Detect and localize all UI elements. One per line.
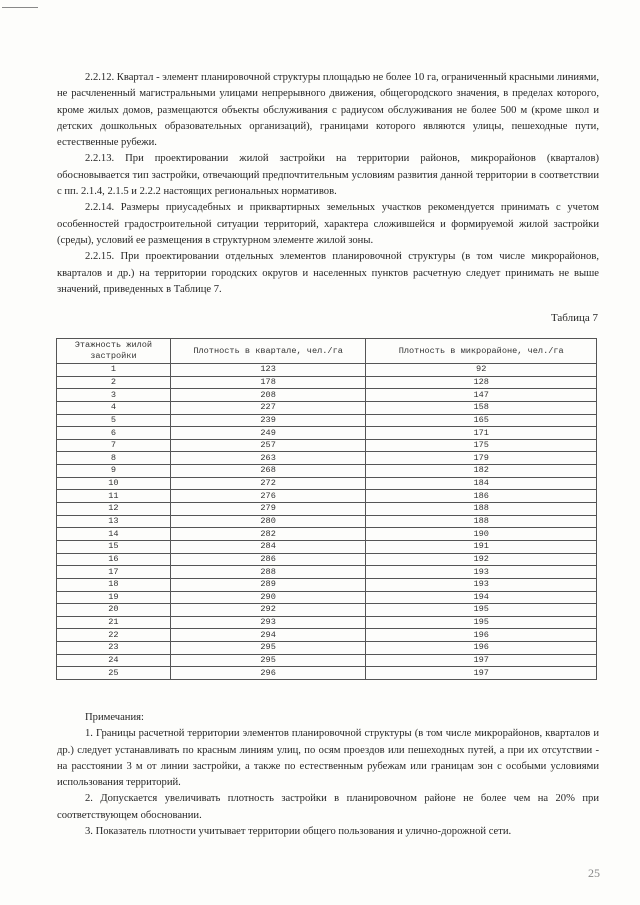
cell-microdistrict-density: 188: [366, 503, 597, 516]
cell-floors: 22: [57, 629, 171, 642]
table-row: [57, 401, 597, 414]
cell-quarter-density: 208: [170, 389, 366, 402]
cell-floors: 4: [57, 401, 171, 414]
table-row: [57, 604, 597, 617]
cell-microdistrict-density: 182: [366, 465, 597, 478]
cell-microdistrict-density: 197: [366, 654, 597, 667]
cell-floors: 15: [57, 540, 171, 553]
cell-microdistrict-density: 171: [366, 427, 597, 440]
cell-quarter-density: 286: [170, 553, 366, 566]
header-quarter-density: Плотность в квартале, чел./га: [170, 339, 366, 364]
table-row: [57, 427, 597, 440]
cell-quarter-density: 296: [170, 667, 366, 680]
cell-floors: 25: [57, 667, 171, 680]
table-row: [57, 528, 597, 541]
cell-quarter-density: 284: [170, 540, 366, 553]
table-row: [57, 578, 597, 591]
paragraph-2-2-13: 2.2.13. При проектировании жилой застройки на территории районов, микрорайонов (кварталов) обосновывается тип застройки, отвечающий предпочтительным условиям развития данной территории в соответствии с пп. 2.1.4, 2.1.5 и 2.2.2 настоящих региональных нормативов.: [57, 153, 599, 198]
table-row: [57, 439, 597, 452]
cell-microdistrict-density: 179: [366, 452, 597, 465]
table-row: [57, 654, 597, 667]
paragraph-2-2-14: 2.2.14. Размеры приусадебных и приквартирных земельных участков рекомендуется принимать с учетом особенностей градостроительной ситуации территорий, характера сложившейся и формируемой жилой застройки (среды), условий ее размещения в структурном элементе жилой зоны.: [57, 202, 599, 246]
cell-quarter-density: 249: [170, 427, 366, 440]
cell-microdistrict-density: 188: [366, 515, 597, 528]
cell-microdistrict-density: 197: [366, 667, 597, 680]
header-microdistrict-density: Плотность в микрорайоне, чел./га: [366, 339, 597, 364]
cell-floors: 6: [57, 427, 171, 440]
cell-floors: 1: [57, 364, 171, 377]
table-row: [57, 414, 597, 427]
notes-title: Примечания:: [85, 712, 144, 723]
body-text: [57, 70, 599, 298]
note-item: 3. Показатель плотности учитывает территории общего пользования и улично-дорожной сети.: [85, 826, 512, 838]
cell-quarter-density: 257: [170, 439, 366, 452]
cell-quarter-density: 239: [170, 414, 366, 427]
cell-quarter-density: 289: [170, 578, 366, 591]
table-row: [57, 490, 597, 503]
table-row: [57, 629, 597, 642]
table-header-row: [57, 339, 597, 364]
paragraph-2-2-15: 2.2.15. При проектировании отдельных элементов планировочной структуры (в том числе микрорайонов, кварталов и др.) на территории городских округов и населенных пунктов расчетную следует принимать не выше значений, приведенных в Таблице 7.: [57, 251, 599, 295]
cell-floors: 10: [57, 477, 171, 490]
cell-quarter-density: 276: [170, 490, 366, 503]
cell-floors: 5: [57, 414, 171, 427]
table-row: [57, 389, 597, 402]
cell-quarter-density: 123: [170, 364, 366, 377]
table-row: [57, 515, 597, 528]
cell-floors: 12: [57, 503, 171, 516]
cell-microdistrict-density: 196: [366, 642, 597, 655]
cell-quarter-density: 295: [170, 654, 366, 667]
cell-microdistrict-density: 195: [366, 616, 597, 629]
cell-floors: 17: [57, 566, 171, 579]
table-row: [57, 566, 597, 579]
density-table: [56, 338, 597, 680]
cell-floors: 18: [57, 578, 171, 591]
cell-quarter-density: 280: [170, 515, 366, 528]
note-item: 2. Допускается увеличивать плотность застройки в планировочном районе не более чем на 20% при соответствующем обосновании.: [57, 793, 599, 821]
table-row: [57, 477, 597, 490]
cell-microdistrict-density: 175: [366, 439, 597, 452]
cell-quarter-density: 263: [170, 452, 366, 465]
cell-microdistrict-density: 196: [366, 629, 597, 642]
table-row: [57, 503, 597, 516]
table-row: [57, 540, 597, 553]
cell-quarter-density: 293: [170, 616, 366, 629]
cell-floors: 14: [57, 528, 171, 541]
cell-floors: 8: [57, 452, 171, 465]
cell-microdistrict-density: 192: [366, 553, 597, 566]
table-row: [57, 553, 597, 566]
cell-microdistrict-density: 190: [366, 528, 597, 541]
cell-quarter-density: 178: [170, 376, 366, 389]
table-caption: Таблица 7: [550, 312, 598, 324]
cell-floors: 19: [57, 591, 171, 604]
note-item: 1. Границы расчетной территории элементов планировочной структуры (в том числе микрорайонов, кварталов и др.) следует устанавливать по красным линиям улиц, по осям проездов или пешеходных путей, а при их отсутствии - на расстоянии 3 м от линии застройки, а также по естественным рубежам или границам зон с особыми условиями использования территорий.: [57, 728, 599, 789]
cell-microdistrict-density: 193: [366, 566, 597, 579]
table-row: [57, 465, 597, 478]
cell-microdistrict-density: 186: [366, 490, 597, 503]
cell-quarter-density: 288: [170, 566, 366, 579]
cell-quarter-density: 292: [170, 604, 366, 617]
page-number: 25: [588, 866, 600, 880]
cell-floors: 24: [57, 654, 171, 667]
cell-microdistrict-density: 194: [366, 591, 597, 604]
cell-quarter-density: 282: [170, 528, 366, 541]
cell-floors: 9: [57, 465, 171, 478]
cell-microdistrict-density: 193: [366, 578, 597, 591]
table-row: [57, 642, 597, 655]
table-row: [57, 452, 597, 465]
cell-quarter-density: 227: [170, 401, 366, 414]
table-row: [57, 376, 597, 389]
cell-quarter-density: 294: [170, 629, 366, 642]
cell-microdistrict-density: 191: [366, 540, 597, 553]
cell-floors: 7: [57, 439, 171, 452]
table-row: [57, 667, 597, 680]
paragraph-2-2-12: 2.2.12. Квартал - элемент планировочной структуры площадью не более 10 га, ограниченный красными линиями, не расчлененный магистральными улицами непрерывного движения, общегородского значения, в пределах которого, кроме жилых домов, размещаются объекты обслуживания с радиусом обслуживания не более 500 м (кроме школ и детских дошкольных образовательных организаций), границами которого являются улицы, пешеходные пути, естественные рубежи.: [57, 72, 599, 149]
cell-quarter-density: 268: [170, 465, 366, 478]
cell-quarter-density: 290: [170, 591, 366, 604]
table-row: [57, 616, 597, 629]
cell-microdistrict-density: 165: [366, 414, 597, 427]
cell-quarter-density: 272: [170, 477, 366, 490]
table-row: [57, 364, 597, 377]
cell-quarter-density: 295: [170, 642, 366, 655]
cell-floors: 2: [57, 376, 171, 389]
header-floors: Этажность жилой застройки: [57, 339, 171, 364]
cell-floors: 23: [57, 642, 171, 655]
cell-microdistrict-density: 147: [366, 389, 597, 402]
cell-microdistrict-density: 184: [366, 477, 597, 490]
notes-section: [57, 710, 599, 840]
cell-microdistrict-density: 128: [366, 376, 597, 389]
top-rule: [2, 7, 38, 8]
cell-floors: 13: [57, 515, 171, 528]
cell-floors: 21: [57, 616, 171, 629]
cell-floors: 3: [57, 389, 171, 402]
table-row: [57, 591, 597, 604]
cell-floors: 11: [57, 490, 171, 503]
cell-quarter-density: 279: [170, 503, 366, 516]
cell-microdistrict-density: 195: [366, 604, 597, 617]
cell-floors: 16: [57, 553, 171, 566]
cell-microdistrict-density: 158: [366, 401, 597, 414]
cell-microdistrict-density: 92: [366, 364, 597, 377]
cell-floors: 20: [57, 604, 171, 617]
